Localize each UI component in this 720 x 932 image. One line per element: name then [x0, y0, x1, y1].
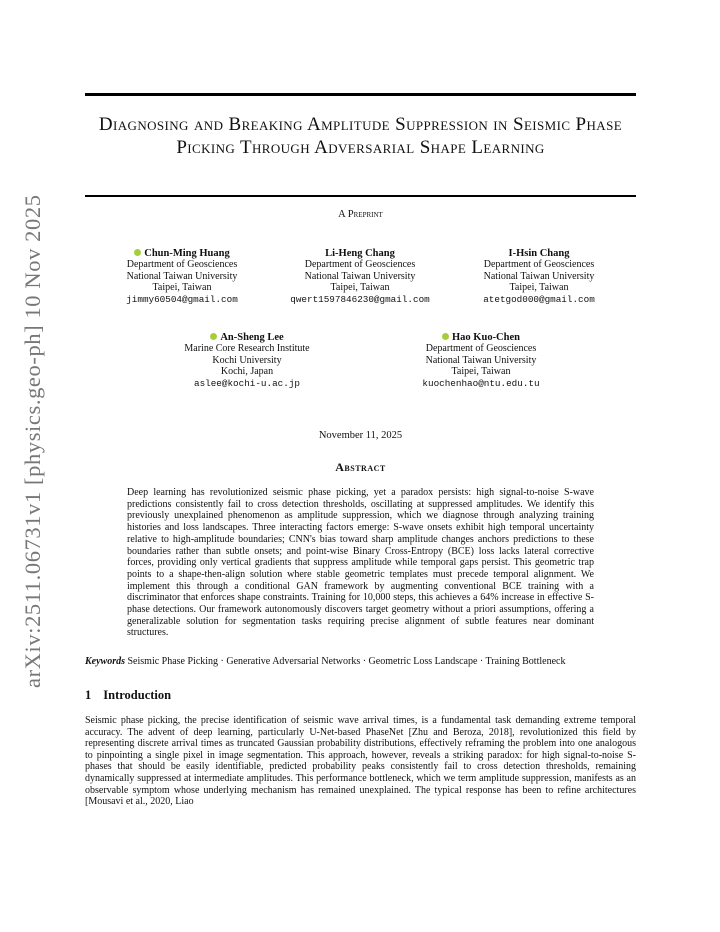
author-block — [391, 332, 571, 389]
paper-title: Diagnosing and Breaking Amplitude Suppression in Seismic Phase Picking Through Adversarial Shape Learning — [98, 114, 623, 158]
author-location: Taipei, Taiwan — [451, 366, 511, 378]
publication-date: November 11, 2025 — [318, 430, 403, 441]
orcid-icon[interactable] — [134, 249, 141, 256]
author-location: Taipei, Taiwan — [509, 282, 569, 294]
author-institution: National Taiwan University — [425, 354, 537, 366]
author-department: Department of Geosciences — [425, 343, 537, 355]
author-institution: Kochi University — [212, 354, 282, 366]
section-heading — [85, 688, 171, 703]
author-location: Taipei, Taiwan — [152, 282, 212, 294]
author-department: Department of Geosciences — [304, 259, 416, 271]
author-institution: National Taiwan University — [126, 270, 238, 282]
author-email: kuochenhao@ntu.edu.tu — [422, 377, 540, 389]
arxiv-identifier — [12, 194, 52, 688]
author-location: Taipei, Taiwan — [330, 282, 390, 294]
author-email: aslee@kochi-u.ac.jp — [193, 377, 300, 389]
author-institution: National Taiwan University — [304, 270, 416, 282]
abstract-heading: Abstract — [335, 460, 386, 474]
keywords-list: Seismic Phase Picking · Generative Adversarial Networks · Geometric Loss Landscape · Training Bottleneck — [127, 656, 566, 667]
section-number: 1 — [85, 688, 92, 702]
author-name: Hao Kuo-Chen — [452, 332, 520, 343]
author-name: Chun-Ming Huang — [144, 248, 230, 259]
author-department: Department of Geosciences — [483, 259, 595, 271]
keywords-line — [85, 656, 636, 668]
author-institution: National Taiwan University — [483, 270, 595, 282]
title-rule-top — [85, 93, 636, 96]
title-rule-bottom — [85, 195, 636, 197]
author-email: jimmy60504@gmail.com — [126, 293, 238, 305]
preprint-label: A Preprint — [338, 209, 383, 220]
section-title: Introduction — [103, 688, 172, 702]
author-location: Kochi, Japan — [220, 366, 274, 378]
author-name: I-Hsin Chang — [508, 248, 570, 259]
author-name: An-Sheng Lee — [220, 332, 284, 343]
author-block — [270, 248, 450, 305]
author-block — [449, 248, 629, 305]
author-block — [92, 248, 272, 305]
introduction-paragraph: Seismic phase picking, the precise identification of seismic wave arrival times, is a fundamental task demanding extreme temporal accuracy. The advent of deep learning, particularly U-Net-based PhaseNet [Zhu and Beroza, 2018], revolutionized this field by representing discrete arrival times as truncated Gaussian probability distributions, effectively reframing the problem into one analogous to pinpointing a single pixel in image segmentation. This approach, however, reveals a striking paradox: for high signal-to-noise S-phases that should be easily identifiable, predicted probability peaks consistently fail to cross detection thresholds, remaining dynamically suppressed at intermediate amplitudes. This performance bottleneck, which we term amplitude suppression, manifests as an observable symptom whose underlying mechanism has remained unexplained. The typical response has been to refine architectures [Mousavi et al., 2020, Liao — [85, 715, 636, 808]
author-email: atetgod000@gmail.com — [483, 293, 595, 305]
author-block — [157, 332, 337, 389]
orcid-icon[interactable] — [442, 333, 449, 340]
abstract-body: Deep learning has revolutionized seismic phase picking, yet a paradox persists: high signal-to-noise S-wave predictions consistently fail to cross detection thresholds, oscillating at suppressed amplitudes. We identify this previously unexplained phenomenon as amplitude suppression, which we diagnose through analyzing training histories and loss landscapes. Three interacting factors emerge: S-wave onsets exhibit high temporal uncertainty relative to high-amplitude boundaries; CNN's bias toward sharp amplitude changes anchors predictions to these boundaries rather than subtle onsets; and point-wise Binary Cross-Entropy (BCE) loss lacks lateral corrective forces, providing only vertical gradients that suppress amplitude while temporal gaps persist. This geometric trap points to a shape-then-align solution where stable geometric templates must precede temporal alignment. We implement this through a conditional GAN framework by augmenting conventional BCE training with a discriminator that enforces shape constraints. Training for 10,000 steps, this achieves a 64% increase in effective S-phase detections. Our framework autonomously discovers target geometry without a priori assumptions, offering a generalizable solution for segmentation tasks requiring precise alignment of subtle features near dominant structures. — [127, 487, 594, 639]
orcid-icon[interactable] — [210, 333, 217, 340]
keywords-label: Keywords — [85, 656, 125, 667]
author-department: Marine Core Research Institute — [184, 343, 310, 355]
author-name: Li-Heng Chang — [325, 248, 395, 259]
arxiv-stamp-text: arXiv:2511.06731v1 [physics.geo-ph] 10 Nov 2025 — [20, 194, 45, 688]
author-department: Department of Geosciences — [126, 259, 238, 271]
author-email: qwert1597846230@gmail.com — [290, 293, 430, 305]
